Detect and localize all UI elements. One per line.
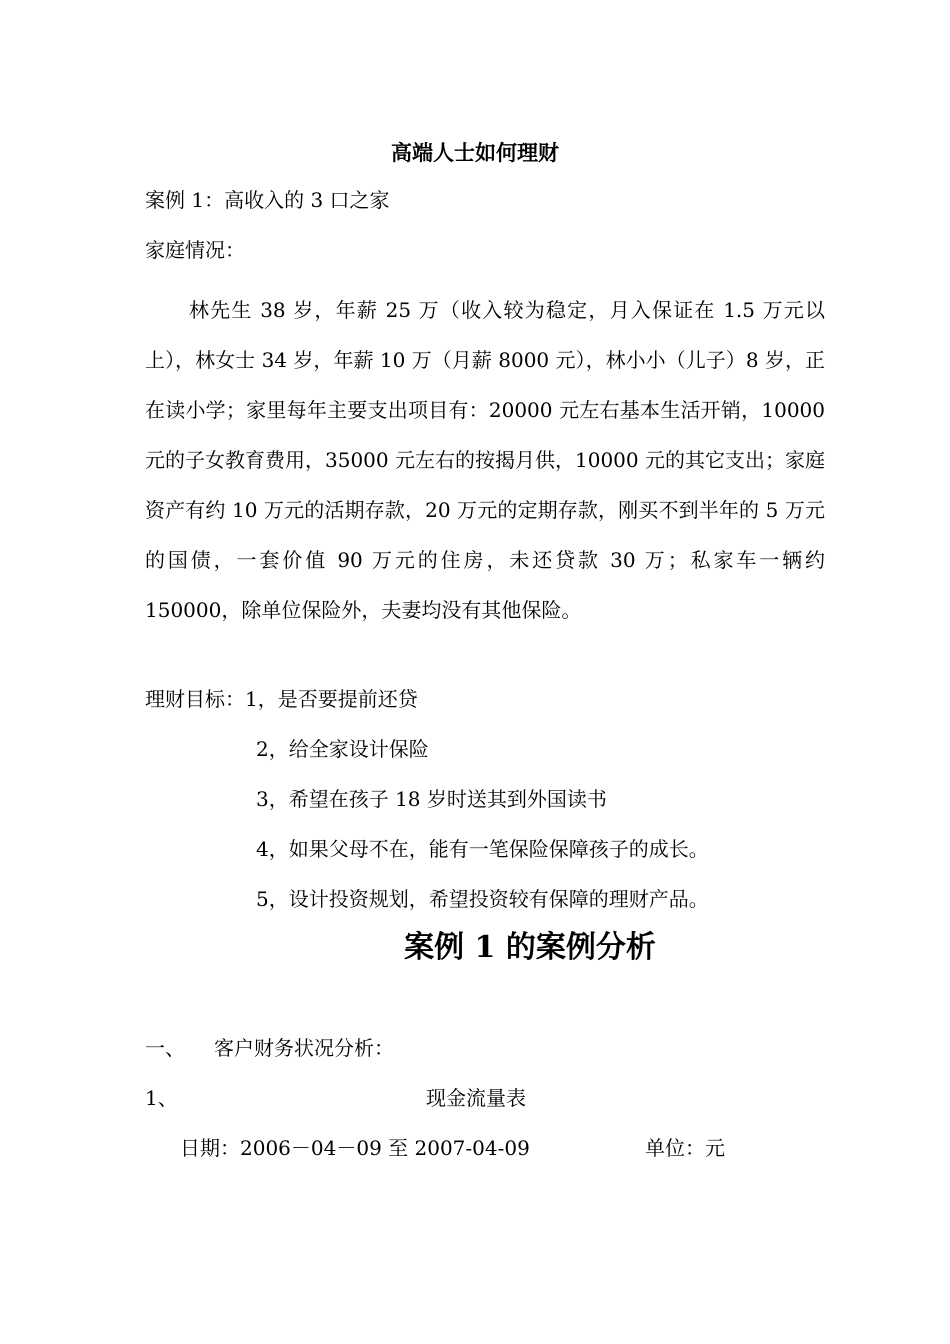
goal-item-4: 4，如果父母不在，能有一笔保险保障孩子的成长。 (256, 837, 709, 861)
family-label: 家庭情况： (145, 238, 245, 262)
analysis-title: 案例 1 的案例分析 (404, 930, 656, 965)
goals-label: 理财目标： (145, 687, 245, 711)
cash-flow-table-title: 现金流量表 (426, 1086, 526, 1110)
section-one-number: 一、 (145, 1036, 185, 1060)
case-heading: 案例 1：高收入的 3 口之家 (145, 188, 390, 212)
section-one-label: 客户财务状况分析： (214, 1036, 394, 1060)
family-paragraph: 林先生 38 岁，年薪 25 万（收入较为稳定，月入保证在 1.5 万元以上），林女士 34 岁，年薪 10 万（月薪 8000 元），林小小（儿子）8 岁，正在读小学；家里每年主要支出项目有：20000 元左右基本生活开销，10000 元的子女教育费用，35000 元左右的按揭月供，10000 元的其它支出；家庭资产有约 10 万元的活期存款，20 万元的定期存款，刚买不到半年的 5 万元的国债，一套价值 90 万元的住房，未还贷款 30 万；私家车一辆约 150000，除单位保险外，夫妻均没有其他保险。 (145, 298, 825, 622)
date-range: 日期：2006－04－09 至 2007-04-09 (180, 1136, 530, 1160)
goal-item-1: 1，是否要提前还贷 (245, 687, 418, 711)
goal-item-5: 5，设计投资规划，希望投资较有保障的理财产品。 (256, 887, 709, 911)
subsection-number: 1、 (145, 1086, 178, 1110)
goal-item-2: 2，给全家设计保险 (256, 737, 429, 761)
document-title: 高端人士如何理财 (391, 140, 559, 165)
goal-item-3: 3，希望在孩子 18 岁时送其到外国读书 (256, 787, 607, 811)
unit-label: 单位：元 (645, 1136, 725, 1160)
goals-first-line (145, 685, 418, 713)
